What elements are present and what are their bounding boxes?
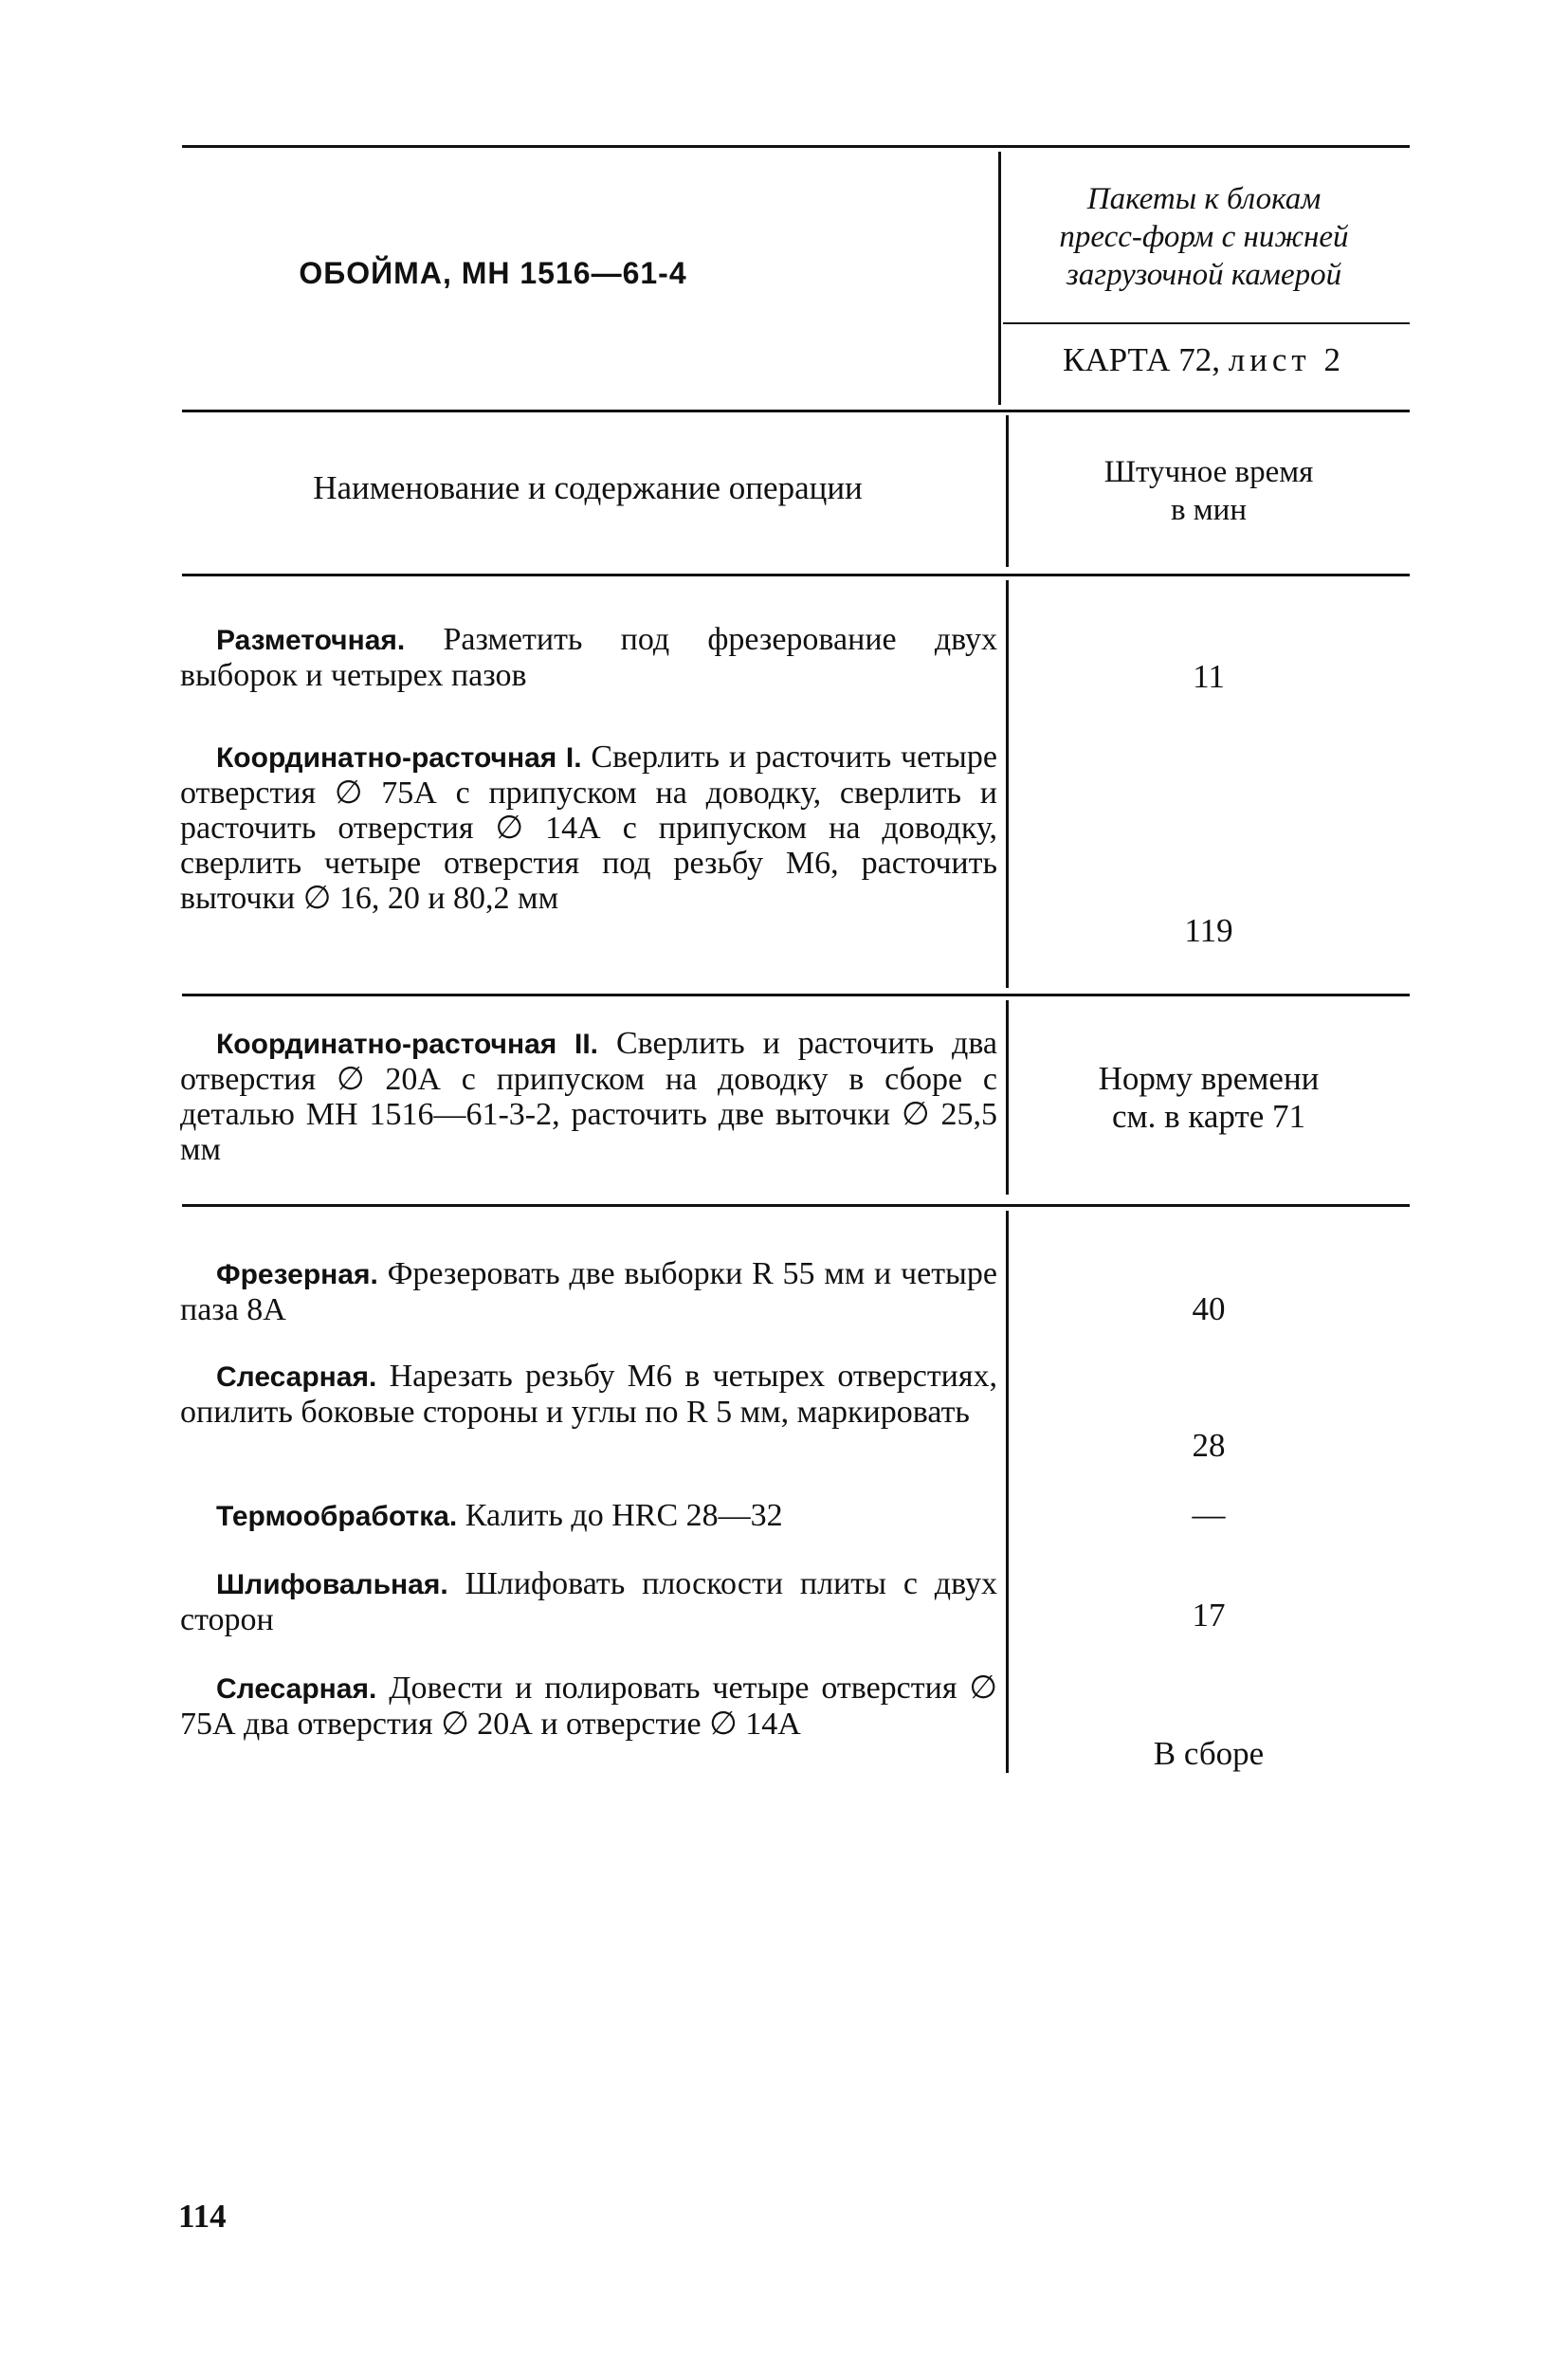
rule-header-bottom [182, 410, 1410, 412]
sheet-label: лист 2 [1228, 341, 1345, 378]
operation-text [180, 1671, 997, 1742]
document-title: ОБОЙМА, МН 1516—61-4 [299, 256, 687, 290]
subtitle-line-1: Пакеты к блокам [1086, 182, 1322, 216]
vline-header [998, 152, 1001, 405]
operation-name: Слесарная. [216, 1673, 377, 1705]
operation-time: 11 [1193, 658, 1225, 695]
operation-name: Шлифовальная. [216, 1569, 448, 1600]
card-label: КАРТА 72, [1063, 341, 1220, 378]
vline-body-1 [1006, 580, 1009, 988]
document-subtitle [1005, 180, 1403, 294]
operation-text [180, 1498, 997, 1534]
operation-text [180, 1566, 997, 1637]
operation-name: Координатно-расточная I. [216, 742, 582, 774]
operation-description: Разметить под фрезерование двух выборок и четырех пазов [180, 622, 998, 693]
operation-name: Фрезерная. [216, 1259, 378, 1290]
operation-time: 119 [1184, 912, 1233, 949]
operation-description: Шлифовать плоскости плиты с двух сторон [180, 1566, 998, 1637]
operation-time-note [1019, 1060, 1398, 1136]
operation-description: Фрезеровать две выборки R 55 мм и четыре паза 8А [180, 1256, 997, 1327]
time-note-line-2: см. в карте 71 [1111, 1098, 1306, 1135]
operation-text [180, 1256, 997, 1327]
rule-section-1 [182, 994, 1410, 996]
operation-description: Сверлить и расточить два отверстия ∅ 20А с припуском на доводку в сборе с деталью МН 1516—61-3-2, расточить две выточки ∅ 25,5 мм [180, 1026, 998, 1167]
rule-top [182, 145, 1410, 148]
operation-time: В сборе [1153, 1735, 1265, 1772]
operation-name: Слесарная. [216, 1361, 377, 1393]
operation-time: 40 [1192, 1290, 1226, 1327]
time-note-line-1: Норму времени [1098, 1060, 1320, 1097]
vline-body-2 [1006, 1000, 1009, 1195]
subtitle-line-3: загрузочной камерой [1066, 258, 1342, 292]
operation-time: 17 [1192, 1597, 1226, 1634]
operation-time: 28 [1192, 1427, 1226, 1464]
operation-time: — [1192, 1496, 1226, 1533]
subtitle-line-2: пресс-форм с нижней [1059, 220, 1349, 254]
page-number: 114 [178, 2198, 227, 2235]
operation-description: Сверлить и расточить четыре отверстия ∅ 75А с припуском на доводку, сверлить и расточить отверстия ∅ 14А с припуском на доводку, сверлить четыре отверстия под резьбу М6, расточить выточки ∅ 16, 20 и 80,2 мм [180, 740, 997, 916]
vline-body-3 [1006, 1211, 1009, 1773]
rule-card [1003, 322, 1410, 324]
operation-name: Термообработка. [216, 1501, 458, 1532]
rule-section-2 [182, 1204, 1410, 1207]
operation-description: Довести и полировать четыре отверстия ∅ 75А два отверстия ∅ 20А и отверстие ∅ 14А [180, 1671, 997, 1742]
column-header-time [1019, 453, 1398, 529]
column-header-time-line-1: Штучное время [1103, 455, 1314, 489]
operation-name: Координатно-расточная II. [216, 1029, 599, 1060]
vline-colhead [1006, 415, 1009, 567]
operation-description: Нарезать резьбу М6 в четырех отверстиях, опилить боковые стороны и углы по R 5 мм, маркировать [180, 1359, 998, 1430]
operation-text [180, 622, 997, 693]
operation-text [180, 740, 997, 916]
operation-text [180, 1359, 997, 1430]
column-header-operation: Наименование и содержание операции [313, 469, 863, 506]
operation-name: Разметочная. [216, 625, 406, 656]
column-header-time-line-2: в мин [1170, 493, 1248, 527]
rule-colhead-bottom [182, 574, 1410, 576]
card-reference [1005, 341, 1403, 379]
operation-description: Калить до HRC 28—32 [465, 1498, 783, 1533]
operation-text [180, 1026, 997, 1167]
